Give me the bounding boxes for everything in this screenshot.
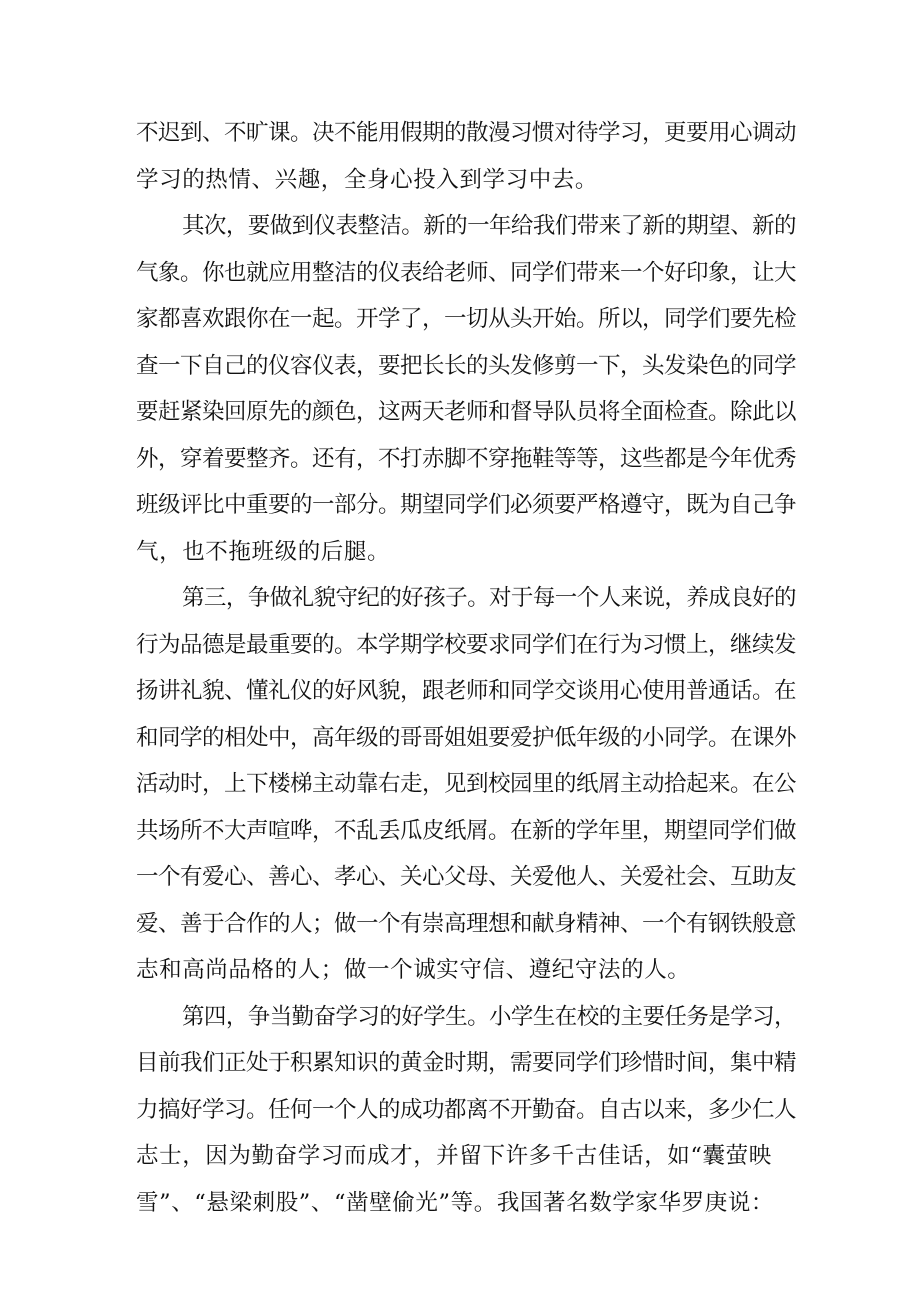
paragraph-start-line: 第三，争做礼貌守纪的好孩子。对于每一个人来说，养成良好的: [182, 585, 796, 611]
text-line: 共场所不大声喧哗，不乱丢瓜皮纸屑。在新的学年里，期望同学们做: [136, 817, 796, 844]
text-line: 气象。你也就应用整洁的仪表给老师、同学们带来一个好印象，让大: [136, 259, 796, 286]
text-line: 行为品德是最重要的。本学期学校要求同学们在行为习惯上，继续发: [136, 631, 796, 658]
text-line: 志士，因为勤奋学习而成才，并留下许多千古佳话，如“囊萤映: [136, 1143, 772, 1169]
paragraph-start-line: 其次，要做到仪表整洁。新的一年给我们带来了新的期望、新的: [182, 213, 796, 239]
paragraph-start-line: 第四，争当勤奋学习的好学生。小学生在校的主要任务是学习，: [182, 1003, 796, 1030]
text-line: 学习的热情、兴趣，全身心投入到学习中去。: [136, 166, 599, 193]
text-line: 和同学的相处中，高年级的哥哥姐姐要爱护低年级的小同学。在课外: [136, 724, 796, 751]
text-line: 班级评比中重要的一部分。期望同学们必须要严格遵守，既为自己争: [136, 492, 796, 518]
text-line: 不迟到、不旷课。决不能用假期的散漫习惯对待学习，更要用心调动: [136, 120, 796, 146]
text-line: 力搞好学习。任何一个人的成功都离不开勤奋。自古以来，多少仁人: [136, 1096, 796, 1123]
text-line: 爱、善于合作的人；做一个有崇高理想和献身精神、一个有钢铁般意: [136, 910, 796, 937]
text-line: 目前我们正处于积累知识的黄金时期，需要同学们珍惜时间，集中精: [136, 1050, 796, 1076]
text-line: 家都喜欢跟你在一起。开学了，一切从头开始。所以，同学们要先检: [136, 306, 796, 332]
text-line: 雪”、“悬梁刺股”、“凿壁偷光”等。我国著名数学家华罗庚说：: [136, 1189, 775, 1216]
text-line: 外，穿着要整齐。还有，不打赤脚不穿拖鞋等等，这些都是今年优秀: [136, 445, 796, 472]
text-line: 要赶紧染回原先的颜色，这两天老师和督导队员将全面检查。除此以: [136, 399, 796, 425]
text-line: 志和高尚品格的人；做一个诚实守信、遵纪守法的人。: [136, 957, 691, 983]
text-line: 查一下自己的仪容仪表，要把长长的头发修剪一下，头发染色的同学: [136, 352, 796, 379]
body-text: [136, 110, 796, 1226]
text-line: 活动时，上下楼梯主动靠右走，见到校园里的纸屑主动拾起来。在公: [136, 771, 796, 797]
text-line: 气，也不拖班级的后腿。: [136, 538, 391, 565]
text-line: 扬讲礼貌、懂礼仪的好风貌，跟老师和同学交谈用心使用普通话。在: [136, 678, 796, 704]
text-line: 一个有爱心、善心、孝心、关心父母、关爱他人、关爱社会、互助友: [136, 864, 796, 890]
